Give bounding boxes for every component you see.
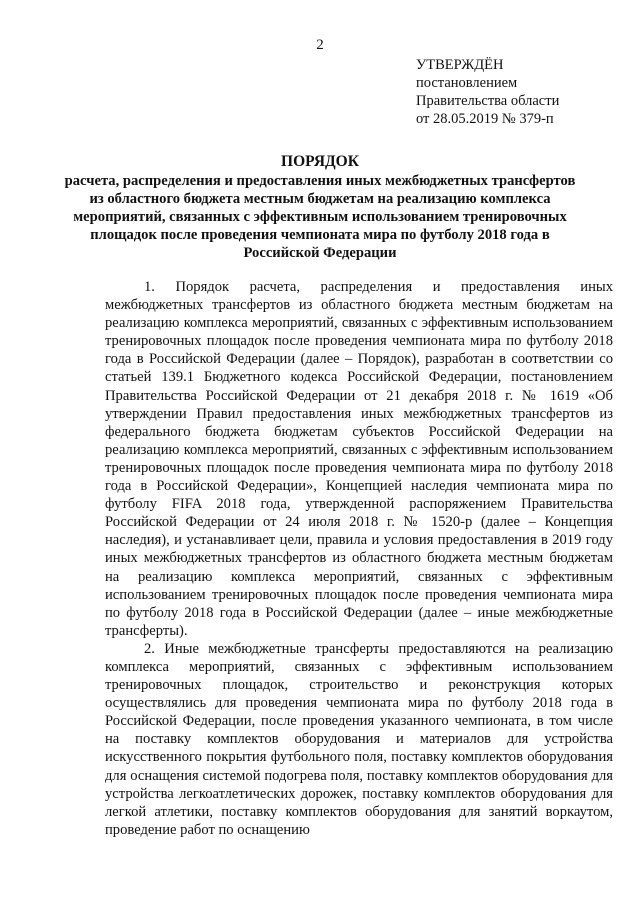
page-number: 2: [316, 37, 324, 53]
approval-line: Правительства области: [416, 93, 560, 109]
paragraph: 1. Порядок расчета, распределения и предоставления иных межбюджетных трансфертов из областного бюджета местным бюджетам на реализацию комплекса мероприятий, связанных с эффективным использованием тренировочных площадок после проведения чемпионата мира по футболу 2018 года в Российской Федерации (далее – Порядок), разработан в соответствии со статьей 139.1 Бюджетного кодекса Российской Федерации, постановлением Правительства Российской Федерации от 21 декабря 2018 г. № 1619 «Об утверждении Правил предоставления иных межбюджетных трансфертов из федерального бюджета бюджетам субъектов Российской Федерации на реализацию комплекса мероприятий, связанных с эффективным использованием тренировочных площадок после проведения чемпионата мира по футболу 2018 года в Российской Федерации», Концепцией наследия чемпионата мира по футболу FIFA 2018 года, утвержденной распоряжением Правительства Российской Федерации от 24 июля 2018 г. № 1520-р (далее – Концепция наследия), и устанавливает цели, правила и условия предоставления в 2019 году иных межбюджетных трансфертов из областного бюджета местным бюджетам на реализацию комплекса мероприятий, связанных с эффективным использованием тренировочных площадок после проведения чемпионата мира по футболу 2018 года в Российской Федерации (далее – иные межбюджетные трансферты).: [105, 279, 613, 639]
approval-stamp: [416, 56, 559, 128]
document-body: [105, 278, 613, 839]
approval-line: УТВЕРЖДЁН: [416, 57, 504, 73]
paragraph: 2. Иные межбюджетные трансферты предоставляются на реализацию комплекса мероприятий, связанных с эффективным использованием тренировочных площадок, строительство и реконструкция которых осуществлялись для проведения чемпионата мира по футболу 2018 года в Российской Федерации, после проведения указанного чемпионата, в том числе на поставку комплектов оборудования и материалов для устройства искусственного покрытия футбольного поля, поставку комплектов оборудования для оснащения системой подогрева поля, поставку комплектов оборудования для устройства легкоатлетических дорожек, поставку комплектов оборудования для легкой атлетики, поставку комплектов оборудования для занятий воркаутом, проведение работ по оснащению: [105, 640, 613, 838]
approval-line: постановлением: [416, 75, 518, 91]
approval-line: от 28.05.2019 № 379-п: [416, 111, 554, 127]
document-subtitle: расчета, распределения и предоставления иных межбюджетных трансфертов из областного бюджета местным бюджетам на реализацию комплекса мероприятий, связанных с эффективным использованием тренировочных площадок после проведения чемпионата мира по футболу 2018 года в Российской Федерации: [64, 173, 576, 261]
document-title: ПОРЯДОК: [281, 153, 359, 170]
